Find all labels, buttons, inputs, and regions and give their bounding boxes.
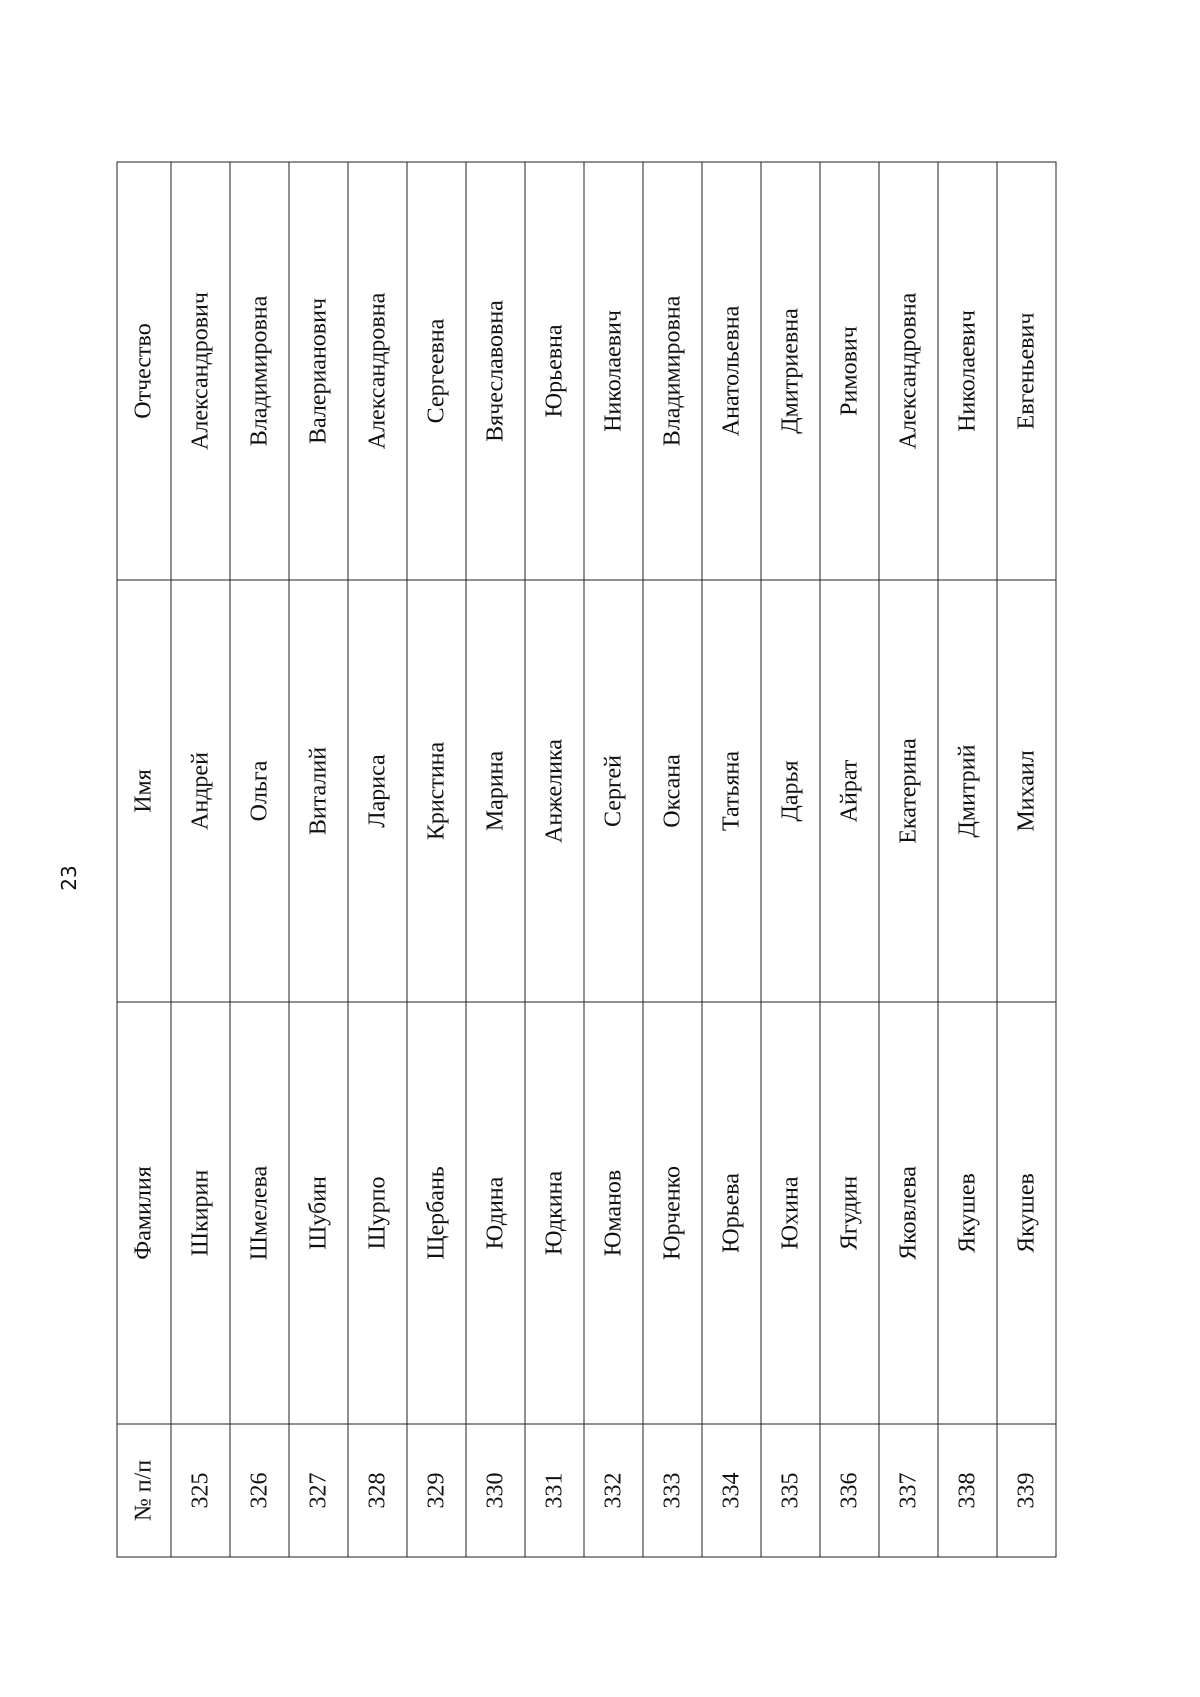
cell-first-name: Андрей — [171, 580, 230, 1002]
cell-last-name: Якушев — [997, 1002, 1056, 1424]
cell-patronymic: Валерианович — [289, 162, 348, 580]
cell-first-name: Оксана — [643, 580, 702, 1002]
table-row — [466, 162, 525, 1557]
cell-first-name: Екатерина — [879, 580, 938, 1002]
cell-patronymic: Евгеньевич — [997, 162, 1056, 580]
cell-last-name: Шубин — [289, 1002, 348, 1424]
cell-patronymic: Дмитриевна — [761, 162, 820, 580]
table-row — [407, 162, 466, 1557]
cell-last-name: Юдкина — [525, 1002, 584, 1424]
cell-number: 330 — [466, 1424, 525, 1557]
cell-last-name: Юдина — [466, 1002, 525, 1424]
table-row — [289, 162, 348, 1557]
cell-last-name: Шмелева — [230, 1002, 289, 1424]
cell-last-name: Шурпо — [348, 1002, 407, 1424]
cell-number: 332 — [584, 1424, 643, 1557]
cell-first-name: Кристина — [407, 580, 466, 1002]
cell-number: 338 — [938, 1424, 997, 1557]
cell-first-name: Марина — [466, 580, 525, 1002]
cell-last-name: Юрченко — [643, 1002, 702, 1424]
cell-last-name: Ягудин — [820, 1002, 879, 1424]
cell-last-name: Яковлева — [879, 1002, 938, 1424]
cell-number: 335 — [761, 1424, 820, 1557]
roster-table-container — [116, 163, 1054, 1558]
cell-number: 336 — [820, 1424, 879, 1557]
cell-patronymic: Юрьевна — [525, 162, 584, 580]
header-first-name: Имя — [117, 580, 171, 1002]
table-row — [643, 162, 702, 1557]
table-row — [702, 162, 761, 1557]
cell-last-name: Юрьева — [702, 1002, 761, 1424]
cell-patronymic: Вячеславовна — [466, 162, 525, 580]
cell-patronymic: Римович — [820, 162, 879, 580]
cell-patronymic: Владимировна — [643, 162, 702, 580]
table-row — [761, 162, 820, 1557]
cell-number: 334 — [702, 1424, 761, 1557]
header-number: № п/п — [117, 1424, 171, 1557]
table-row — [820, 162, 879, 1557]
cell-first-name: Дарья — [761, 580, 820, 1002]
cell-number: 329 — [407, 1424, 466, 1557]
table-row — [997, 162, 1056, 1557]
table-header-row — [117, 162, 171, 1557]
cell-patronymic: Александрович — [171, 162, 230, 580]
cell-last-name: Якушев — [938, 1002, 997, 1424]
header-patronymic: Отчество — [117, 162, 171, 580]
cell-number: 337 — [879, 1424, 938, 1557]
page-number: 23 — [57, 865, 81, 891]
header-last-name: Фамилия — [117, 1002, 171, 1424]
cell-number: 339 — [997, 1424, 1056, 1557]
cell-first-name: Лариса — [348, 580, 407, 1002]
cell-first-name: Сергей — [584, 580, 643, 1002]
cell-patronymic: Николаевич — [938, 162, 997, 580]
table-row — [879, 162, 938, 1557]
table-row — [938, 162, 997, 1557]
cell-first-name: Ольга — [230, 580, 289, 1002]
cell-last-name: Шкирин — [171, 1002, 230, 1424]
cell-first-name: Айрат — [820, 580, 879, 1002]
table-row — [230, 162, 289, 1557]
cell-first-name: Виталий — [289, 580, 348, 1002]
cell-patronymic: Александровна — [348, 162, 407, 580]
cell-patronymic: Александровна — [879, 162, 938, 580]
table-row — [348, 162, 407, 1557]
cell-patronymic: Анатольевна — [702, 162, 761, 580]
cell-patronymic: Владимировна — [230, 162, 289, 580]
table-row — [525, 162, 584, 1557]
table-row — [584, 162, 643, 1557]
cell-last-name: Юхина — [761, 1002, 820, 1424]
cell-first-name: Анжелика — [525, 580, 584, 1002]
cell-first-name: Михаил — [997, 580, 1056, 1002]
cell-number: 333 — [643, 1424, 702, 1557]
cell-patronymic: Сергеевна — [407, 162, 466, 580]
table-row — [171, 162, 230, 1557]
cell-number: 328 — [348, 1424, 407, 1557]
cell-first-name: Дмитрий — [938, 580, 997, 1002]
cell-number: 326 — [230, 1424, 289, 1557]
cell-number: 325 — [171, 1424, 230, 1557]
cell-number: 327 — [289, 1424, 348, 1557]
cell-last-name: Юманов — [584, 1002, 643, 1424]
cell-last-name: Щербань — [407, 1002, 466, 1424]
cell-patronymic: Николаевич — [584, 162, 643, 580]
cell-first-name: Татьяна — [702, 580, 761, 1002]
roster-table — [116, 162, 1056, 1558]
cell-number: 331 — [525, 1424, 584, 1557]
